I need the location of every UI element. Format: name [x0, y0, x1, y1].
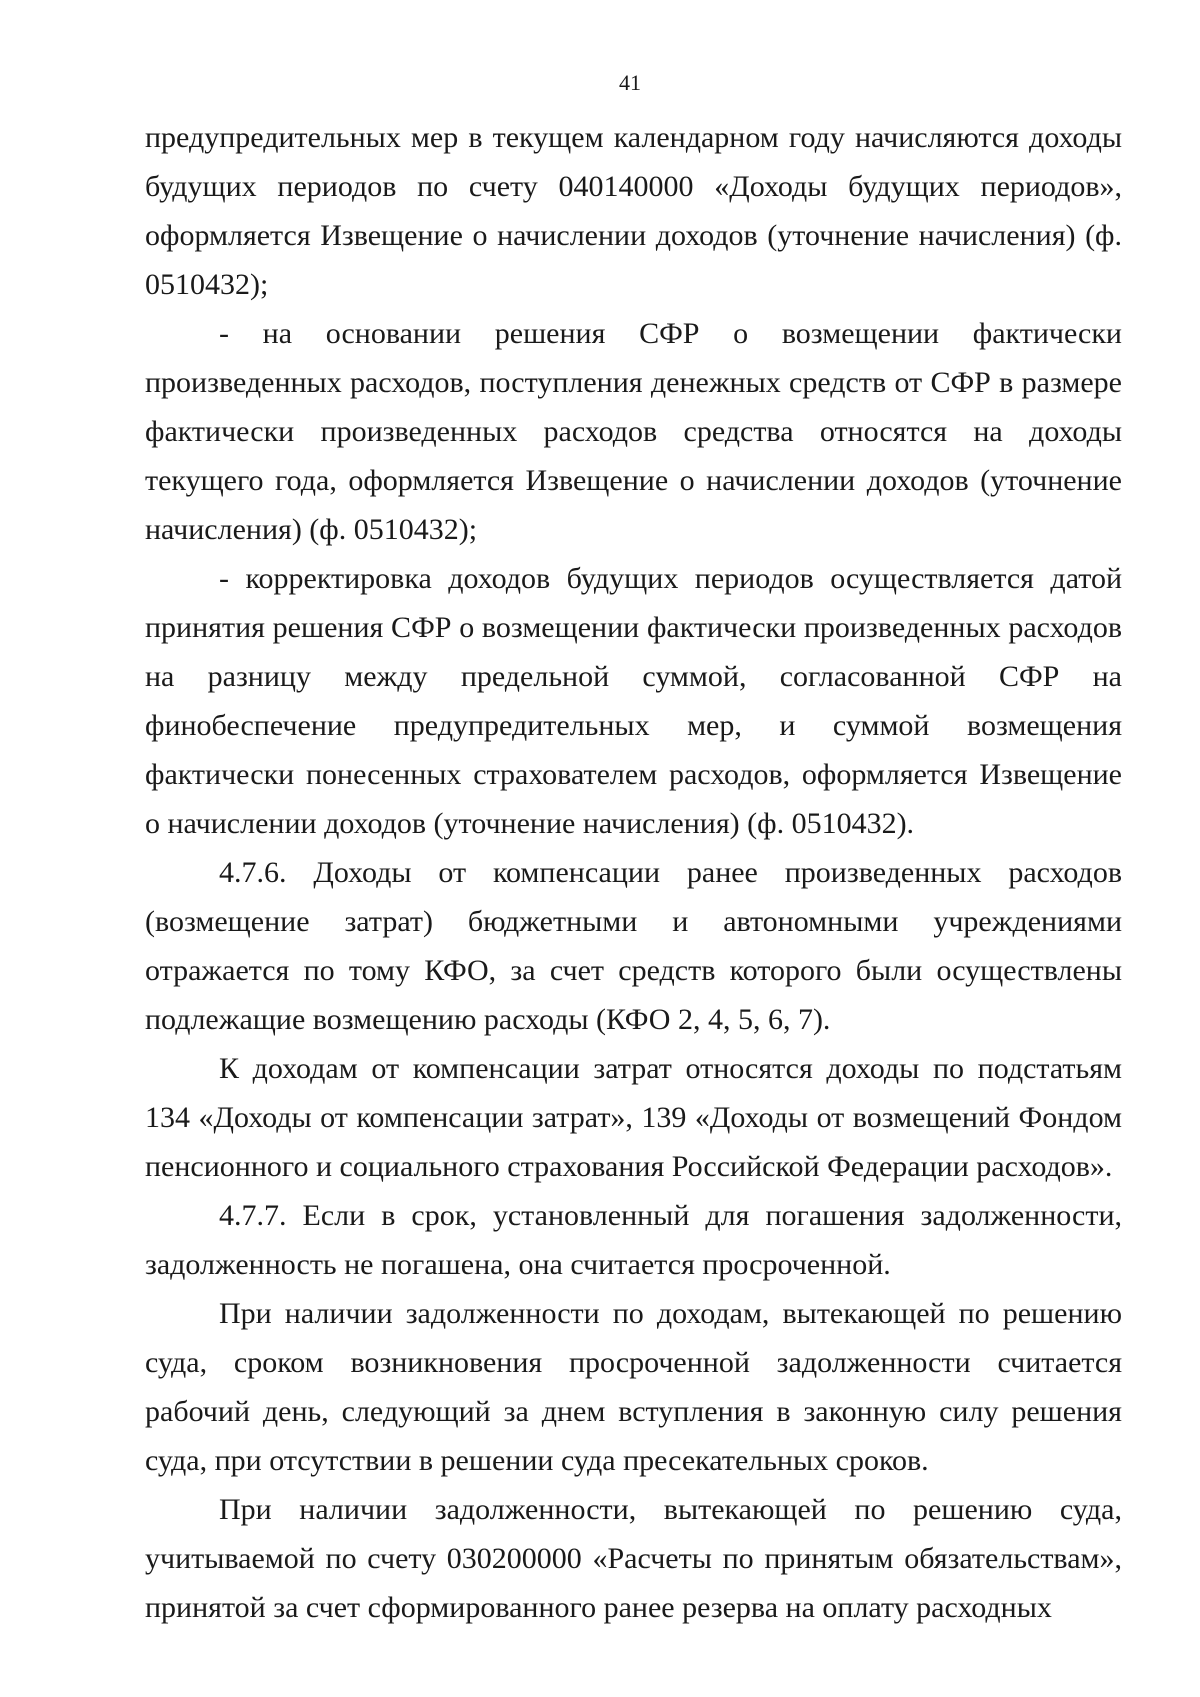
paragraph-court-decision-debt: При наличии задолженности по доходам, вытекающей по решению суда, сроком возникновения просроченной задолженности считается рабочий день, следующий за днем вступления в законную силу решения суда, при отсутствии в решении суда пресекательных сроков.	[145, 1297, 1122, 1477]
paragraph-continuation: предупредительных мер в текущем календарном году начисляются доходы будущих периодов по счету 040140000 «Доходы будущих периодов», оформляется Извещение о начислении доходов (уточнение начисления) (ф. 0510432);	[145, 121, 1122, 301]
document-body	[145, 113, 1122, 1632]
paragraph-section-4-7-6: 4.7.6. Доходы от компенсации ранее произведенных расходов (возмещение затрат) бюджетными и автономными учреждениями отражается по тому КФО, за счет средств которого были осуществлены подлежащие возмещению расходы (КФО 2, 4, 5, 6, 7).	[145, 856, 1122, 1036]
paragraph-cost-compensation-income: К доходам от компенсации затрат относятся доходы по подстатьям 134 «Доходы от компенсации затрат», 139 «Доходы от возмещений Фондом пенсионного и социального страхования Российской Федерации расходов».	[145, 1052, 1122, 1183]
paragraph-section-4-7-7: 4.7.7. Если в срок, установленный для погашения задолженности, задолженность не погашена, она считается просроченной.	[145, 1199, 1122, 1281]
paragraph-reimbursement-decision: - на основании решения СФР о возмещении фактически произведенных расходов, поступления денежных средств от СФР в размере фактически произведенных расходов средства относятся на доходы текущего года, оформляется Извещение о начислении доходов (уточнение начисления) (ф. 0510432);	[145, 317, 1122, 546]
page-number: 41	[619, 70, 641, 95]
paragraph-deferred-income-adjustment: - корректировка доходов будущих периодов осуществляется датой принятия решения СФР о возмещении фактически произведенных расходов на разницу между предельной суммой, согласованной СФР на финобеспечение предупредительных мер, и суммой возмещения фактически понесенных страхователем расходов, оформляется Извещение о начислении доходов (уточнение начисления) (ф. 0510432).	[145, 562, 1122, 840]
paragraph-court-decision-obligations: При наличии задолженности, вытекающей по решению суда, учитываемой по счету 030200000 «Расчеты по принятым обязательствам», принятой за счет сформированного ранее резерва на оплату расходных	[145, 1493, 1122, 1624]
